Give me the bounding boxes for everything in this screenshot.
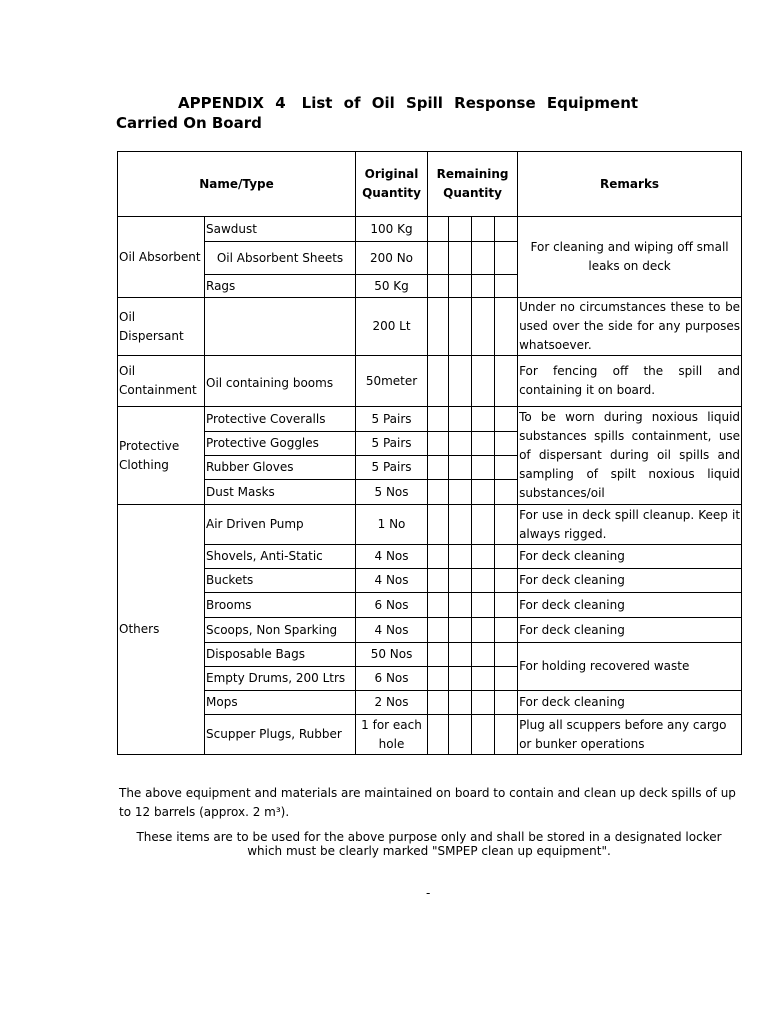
item-quantity: 2 Nos — [356, 691, 428, 715]
remaining-cell — [449, 456, 472, 480]
remaining-cell — [472, 480, 495, 505]
table-row — [118, 715, 742, 755]
item-name: Protective Coveralls — [205, 407, 356, 432]
remark-containment: For fencing off the spill and containing it on board. — [518, 356, 742, 407]
remaining-cell — [449, 667, 472, 691]
item-quantity: 200 No — [356, 242, 428, 275]
category-oil-dispersant: Oil Dispersant — [118, 298, 205, 356]
remaining-cell — [472, 217, 495, 242]
remaining-cell — [495, 456, 518, 480]
remaining-cell — [428, 667, 449, 691]
remaining-cell — [428, 480, 449, 505]
remaining-cell — [428, 618, 449, 643]
item-name: Brooms — [205, 593, 356, 618]
remaining-cell — [449, 593, 472, 618]
remaining-cell — [449, 298, 472, 356]
remaining-cell — [449, 407, 472, 432]
item-quantity: 6 Nos — [356, 667, 428, 691]
remaining-cell — [495, 275, 518, 298]
item-name: Oil Absorbent Sheets — [205, 242, 356, 275]
header-name-type: Name/Type — [118, 152, 356, 217]
table-row — [118, 217, 742, 242]
item-name: Empty Drums, 200 Ltrs — [205, 667, 356, 691]
table-row — [118, 593, 742, 618]
header-remarks: Remarks — [518, 152, 742, 217]
remaining-cell — [495, 407, 518, 432]
category-others: Others — [118, 505, 205, 755]
remaining-cell — [428, 643, 449, 667]
table-row — [118, 505, 742, 545]
table-row — [118, 569, 742, 593]
remaining-cell — [472, 545, 495, 569]
remaining-cell — [472, 275, 495, 298]
table-row — [118, 298, 742, 356]
footer-dash: - — [426, 886, 431, 900]
remaining-cell — [495, 298, 518, 356]
item-name: Dust Masks — [205, 480, 356, 505]
appendix-label: APPENDIX 4 — [178, 94, 286, 112]
item-quantity: 50meter — [356, 356, 428, 407]
remaining-cell — [495, 545, 518, 569]
remaining-cell — [449, 691, 472, 715]
remaining-cell — [495, 217, 518, 242]
category-protective-clothing: Protective Clothing — [118, 407, 205, 505]
item-quantity: 5 Nos — [356, 480, 428, 505]
document-title — [116, 93, 656, 133]
remaining-cell — [428, 715, 449, 755]
item-quantity: 5 Pairs — [356, 456, 428, 480]
remark-protective: To be worn during noxious liquid substances spills containment, use of dispersant during oil spills and sampling of spilt noxious liquid substances/oil — [518, 407, 742, 505]
item-name: Rubber Gloves — [205, 456, 356, 480]
remaining-cell — [428, 275, 449, 298]
remark-absorbent: For cleaning and wiping off small leaks on deck — [518, 217, 742, 298]
remaining-cell — [472, 691, 495, 715]
header-row — [118, 152, 742, 217]
remaining-cell — [428, 242, 449, 275]
table-row — [118, 356, 742, 407]
category-oil-containment: Oil Containment — [118, 356, 205, 407]
note-usage: These items are to be used for the above purpose only and shall be stored in a designated locker which must be clearly marked "SMPEP clean up equipment". — [136, 830, 722, 858]
title-line2: Carried On Board — [116, 114, 262, 132]
item-quantity: 4 Nos — [356, 545, 428, 569]
table-row — [118, 691, 742, 715]
item-quantity: 200 Lt — [356, 298, 428, 356]
remaining-cell — [428, 456, 449, 480]
item-quantity: 6 Nos — [356, 593, 428, 618]
item-name: Mops — [205, 691, 356, 715]
table-row — [118, 618, 742, 643]
remaining-cell — [495, 618, 518, 643]
remaining-cell — [495, 643, 518, 667]
remaining-cell — [449, 643, 472, 667]
header-original-quantity: Original Quantity — [356, 152, 428, 217]
item-name: Air Driven Pump — [205, 505, 356, 545]
remaining-cell — [428, 356, 449, 407]
remaining-cell — [428, 298, 449, 356]
item-name: Scupper Plugs, Rubber — [205, 715, 356, 755]
remaining-cell — [428, 217, 449, 242]
remaining-cell — [495, 667, 518, 691]
remark-dispersant: Under no circumstances these to be used over the side for any purposes whatsoever. — [518, 298, 742, 356]
remark-deck-cleaning: For deck cleaning — [518, 618, 742, 643]
note-equipment: The above equipment and materials are maintained on board to contain and clean up deck spills of up to 12 barrels (approx. 2 m³). — [119, 786, 736, 819]
remaining-cell — [449, 432, 472, 456]
item-name: Protective Goggles — [205, 432, 356, 456]
remark-pump: For use in deck spill cleanup. Keep it always rigged. — [518, 505, 742, 545]
item-quantity: 100 Kg — [356, 217, 428, 242]
remaining-cell — [472, 643, 495, 667]
remaining-cell — [472, 715, 495, 755]
item-quantity: 50 Nos — [356, 643, 428, 667]
item-name: Scoops, Non Sparking — [205, 618, 356, 643]
remaining-cell — [495, 569, 518, 593]
item-name: Sawdust — [205, 217, 356, 242]
remaining-cell — [428, 407, 449, 432]
table-row — [118, 545, 742, 569]
item-name: Shovels, Anti-Static — [205, 545, 356, 569]
table-row — [118, 643, 742, 667]
item-name: Rags — [205, 275, 356, 298]
remaining-cell — [428, 432, 449, 456]
category-oil-absorbent: Oil Absorbent — [118, 217, 205, 298]
remaining-cell — [495, 715, 518, 755]
header-remaining-quantity: Remaining Quantity — [428, 152, 518, 217]
item-quantity: 4 Nos — [356, 569, 428, 593]
remaining-cell — [449, 569, 472, 593]
remark-deck-cleaning: For deck cleaning — [518, 691, 742, 715]
remaining-cell — [472, 298, 495, 356]
remaining-cell — [428, 545, 449, 569]
table-row — [118, 407, 742, 432]
remark-deck-cleaning: For deck cleaning — [518, 569, 742, 593]
item-quantity: 1 for each hole — [356, 715, 428, 755]
remaining-cell — [472, 407, 495, 432]
equipment-table — [117, 151, 742, 755]
item-quantity: 50 Kg — [356, 275, 428, 298]
remark-deck-cleaning: For deck cleaning — [518, 593, 742, 618]
remaining-cell — [449, 217, 472, 242]
remaining-cell — [472, 593, 495, 618]
remaining-cell — [472, 569, 495, 593]
item-name — [205, 298, 356, 356]
remaining-cell — [449, 618, 472, 643]
remaining-cell — [449, 545, 472, 569]
remark-plugs: Plug all scuppers before any cargo or bunker operations — [518, 715, 742, 755]
remaining-cell — [428, 691, 449, 715]
remaining-cell — [428, 569, 449, 593]
item-name: Buckets — [205, 569, 356, 593]
item-quantity: 4 Nos — [356, 618, 428, 643]
remaining-cell — [472, 432, 495, 456]
remaining-cell — [495, 593, 518, 618]
remaining-cell — [495, 242, 518, 275]
remaining-cell — [472, 242, 495, 275]
remaining-cell — [449, 356, 472, 407]
remark-deck-cleaning: For deck cleaning — [518, 545, 742, 569]
remaining-cell — [472, 356, 495, 407]
remaining-cell — [449, 480, 472, 505]
remaining-cell — [449, 715, 472, 755]
remaining-cell — [449, 275, 472, 298]
remaining-cell — [428, 505, 449, 545]
item-name: Disposable Bags — [205, 643, 356, 667]
remaining-cell — [495, 432, 518, 456]
item-quantity: 5 Pairs — [356, 407, 428, 432]
remaining-cell — [472, 505, 495, 545]
remaining-cell — [472, 667, 495, 691]
remaining-cell — [472, 456, 495, 480]
title-text: List of Oil Spill Response Equipment — [301, 94, 639, 112]
item-quantity: 5 Pairs — [356, 432, 428, 456]
remark-waste: For holding recovered waste — [518, 643, 742, 691]
remaining-cell — [495, 356, 518, 407]
remaining-cell — [495, 505, 518, 545]
item-quantity: 1 No — [356, 505, 428, 545]
item-name: Oil containing booms — [205, 356, 356, 407]
remaining-cell — [449, 242, 472, 275]
remaining-cell — [495, 480, 518, 505]
remaining-cell — [495, 691, 518, 715]
remaining-cell — [449, 505, 472, 545]
remaining-cell — [472, 618, 495, 643]
remaining-cell — [428, 593, 449, 618]
